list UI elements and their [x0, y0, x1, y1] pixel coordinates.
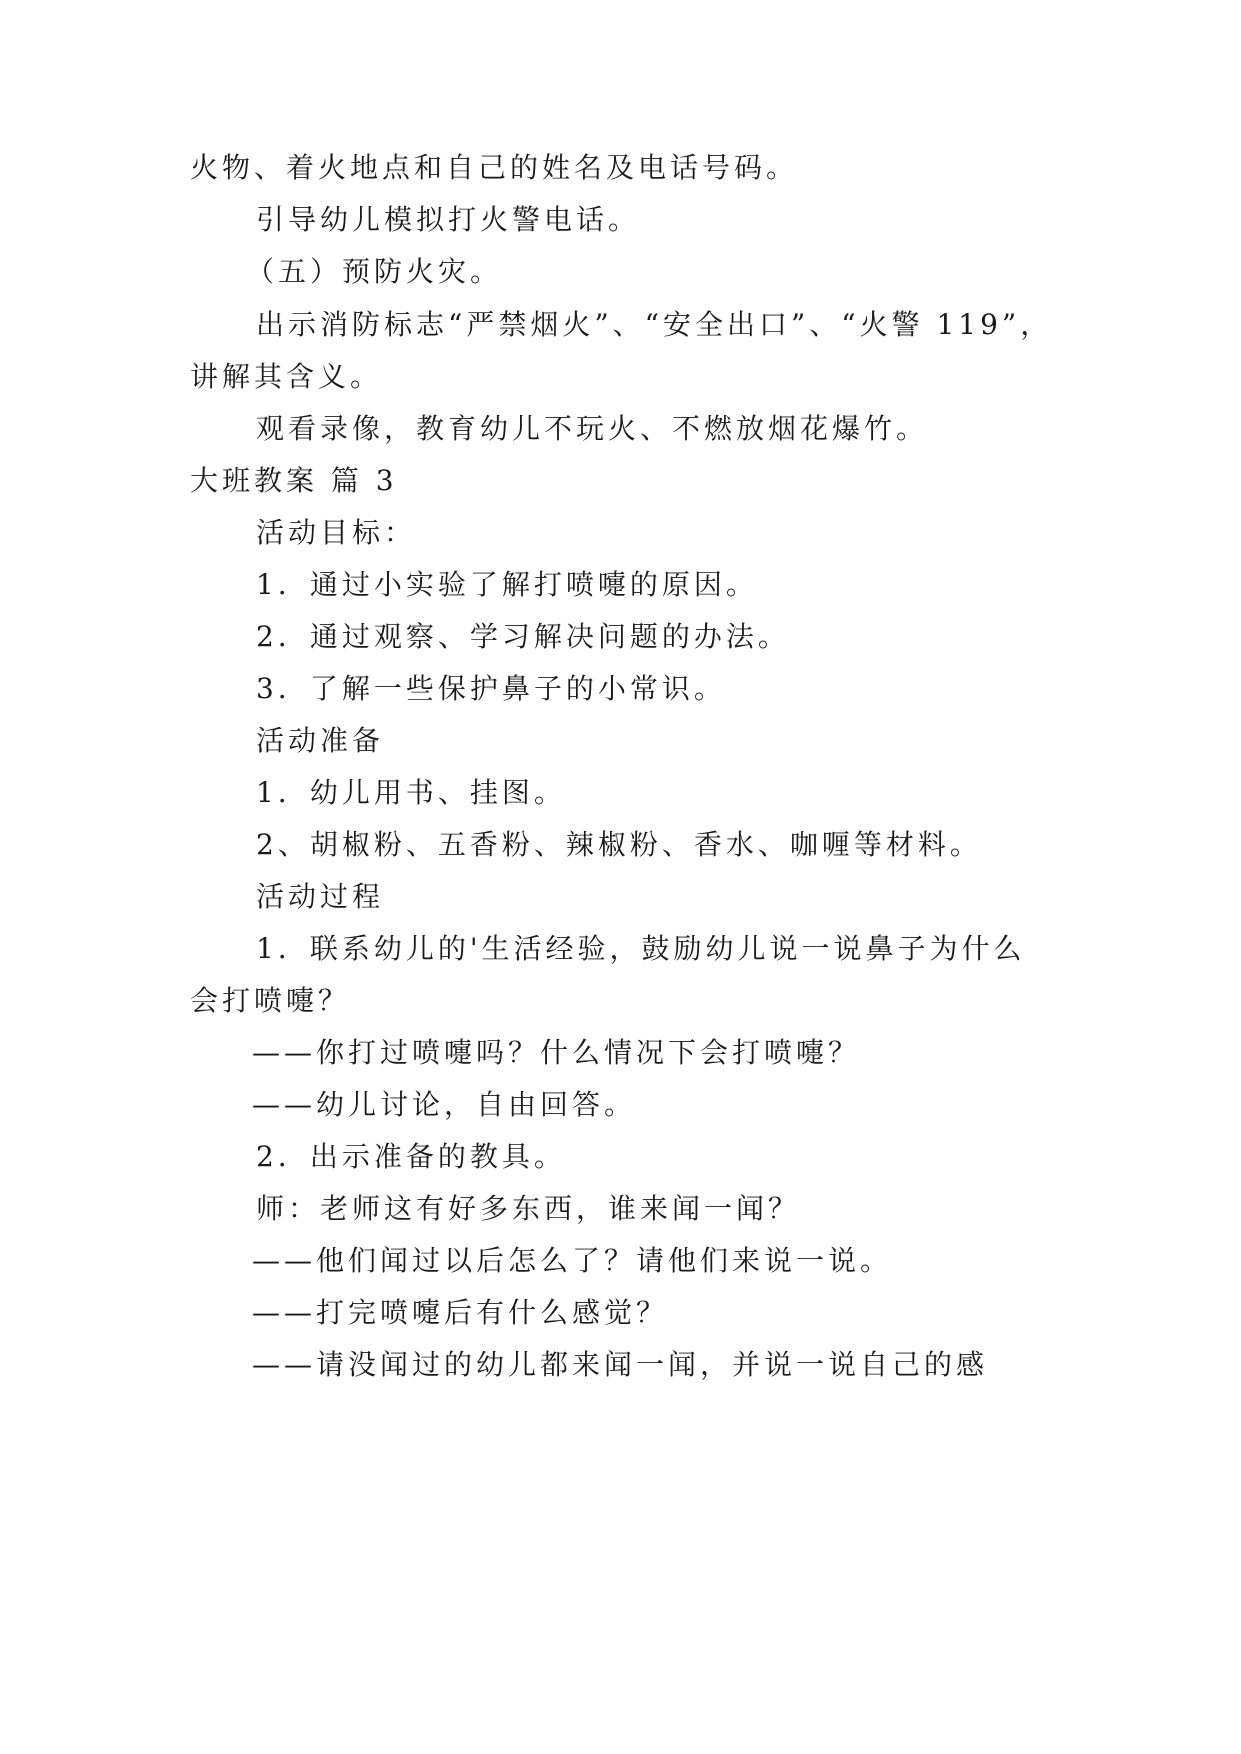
section-heading: 活动目标：: [256, 516, 417, 549]
paragraph-line: ——你打过喷嚏吗？什么情况下会打喷嚏？: [252, 1036, 861, 1069]
list-item: 1．通过小实验了解打喷嚏的原因。: [256, 568, 758, 601]
paragraph-line: ——请没闻过的幼儿都来闻一闻，并说一说自己的感: [252, 1348, 989, 1381]
section-heading: 活动过程: [256, 880, 385, 913]
paragraph-line: 引导幼儿模拟打火警电话。: [256, 203, 641, 236]
paragraph-line: ——他们闻过以后怎么了？请他们来说一说。: [252, 1244, 893, 1277]
paragraph-line: 火物、着火地点和自己的姓名及电话号码。: [190, 151, 799, 184]
section-heading: 活动准备: [256, 724, 385, 757]
list-item: 3．了解一些保护鼻子的小常识。: [256, 672, 726, 705]
list-item: 1．幼儿用书、挂图。: [256, 776, 566, 809]
paragraph-line: 观看录像，教育幼儿不玩火、不燃放烟花爆竹。: [256, 412, 929, 445]
list-item: 2、胡椒粉、五香粉、辣椒粉、香水、咖喱等材料。: [256, 828, 982, 861]
paragraph-line: 讲解其含义。: [190, 360, 383, 393]
paragraph-line: 会打喷嚏？: [190, 984, 351, 1017]
paragraph-line: 师：老师这有好多东西，谁来闻一闻？: [256, 1192, 801, 1225]
paragraph-line: 出示消防标志“严禁烟火”、“安全出口”、“火警 119”，: [256, 308, 1053, 341]
paragraph-line: ——幼儿讨论，自由回答。: [252, 1088, 637, 1121]
section-heading: （五）预防火灾。: [246, 255, 503, 288]
paragraph-line: ——打完喷嚏后有什么感觉？: [252, 1296, 669, 1329]
paragraph-line: 1．联系幼儿的'生活经验，鼓励幼儿说一说鼻子为什么: [256, 932, 1026, 965]
paragraph-line: 2．出示准备的教具。: [256, 1140, 566, 1173]
list-item: 2．通过观察、学习解决问题的办法。: [256, 620, 790, 653]
article-title: 大班教案 篇 3: [190, 464, 398, 497]
